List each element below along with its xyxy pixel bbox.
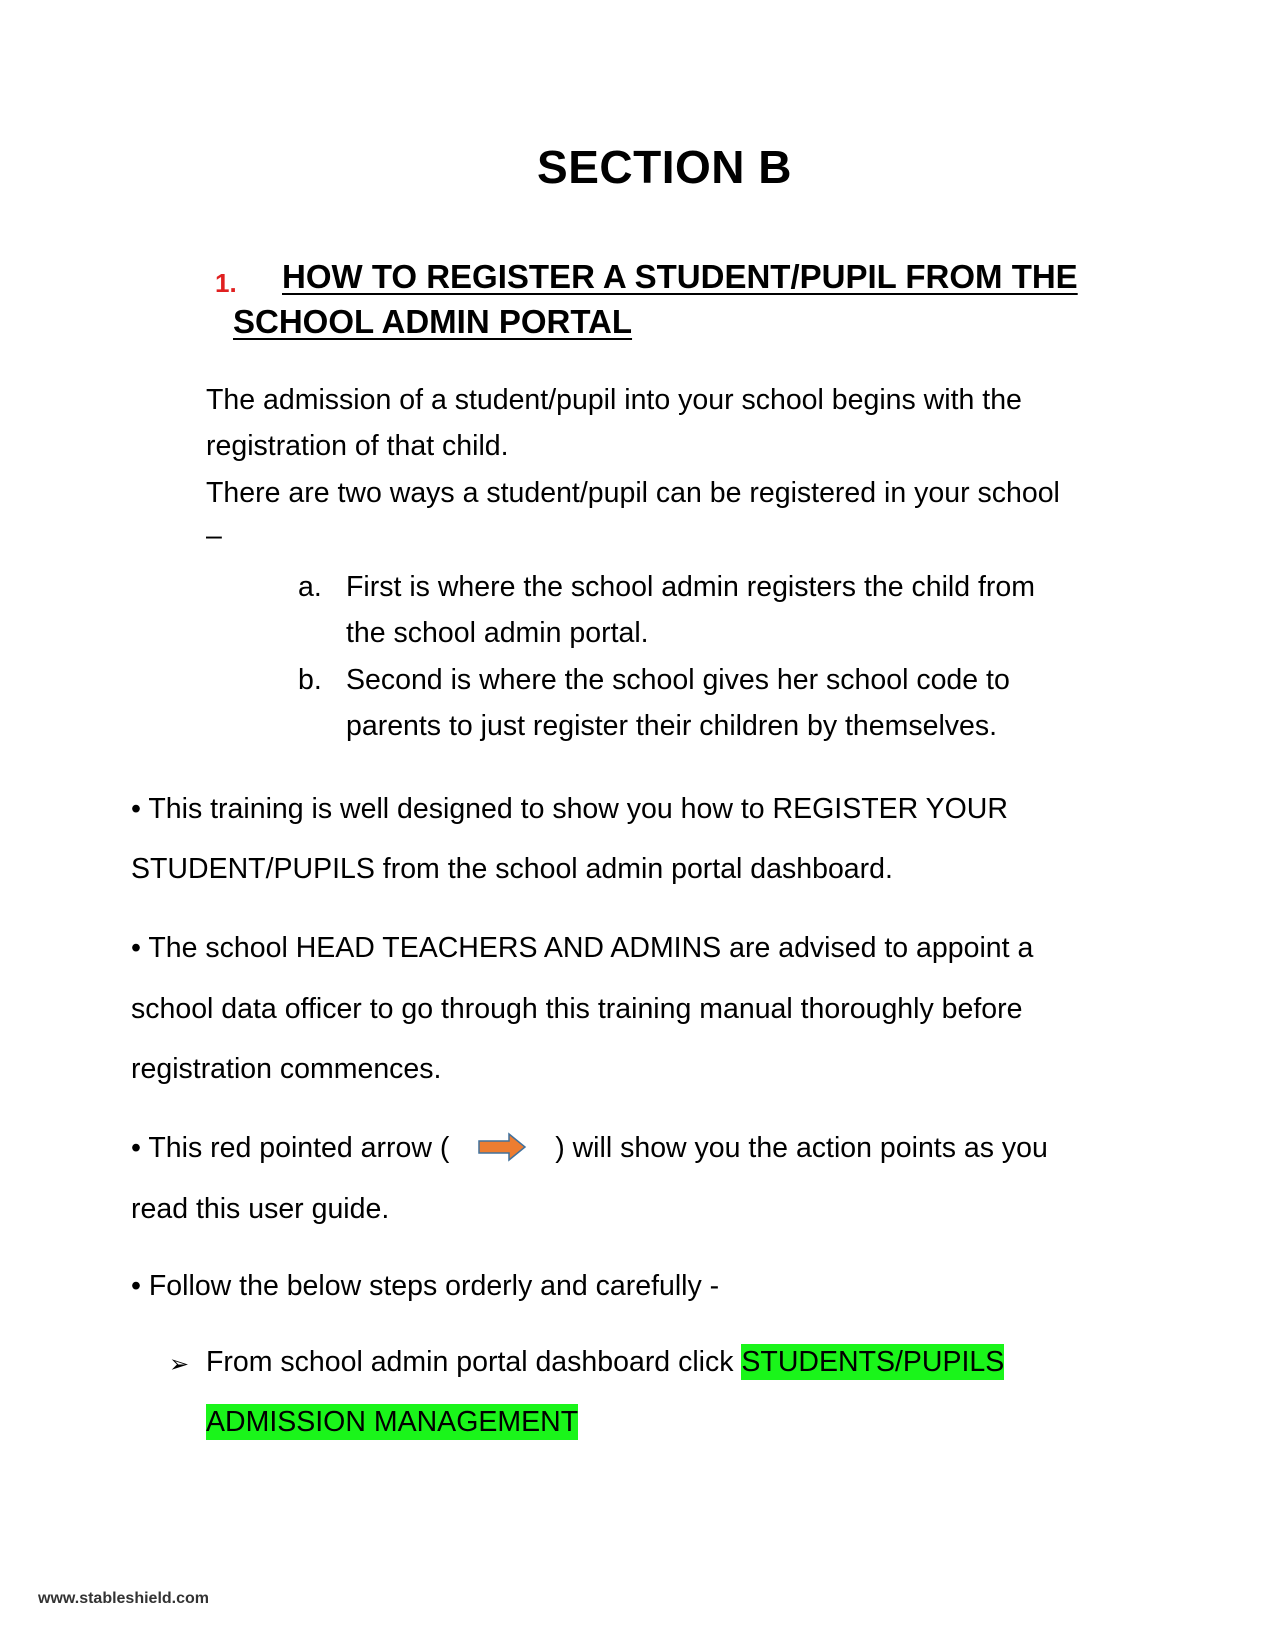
intro-line-4: –: [206, 520, 222, 552]
arrow-bullet-icon: ➢: [169, 1351, 190, 1378]
intro-line-3: There are two ways a student/pupil can be registered in your school: [206, 477, 1060, 509]
heading-line-1: HOW TO REGISTER A STUDENT/PUPIL FROM THE: [282, 258, 1078, 295]
right-arrow-icon: [457, 1132, 547, 1162]
intro-line-1: The admission of a student/pupil into your school begins with the: [206, 384, 1022, 416]
list-item-a-line-1: First is where the school admin registers the child from: [346, 571, 1036, 603]
step-text: From school admin portal dashboard click: [206, 1346, 742, 1378]
list-item-b-line-2: parents to just register their children by themselves.: [346, 710, 998, 742]
step-line-1: [206, 1346, 1004, 1379]
heading-number: 1.: [215, 268, 237, 298]
bullet-2-line-1: • The school HEAD TEACHERS AND ADMINS are advised to appoint a: [131, 932, 1034, 964]
intro-line-2: registration of that child.: [206, 430, 509, 462]
bullet-4-line-1: • Follow the below steps orderly and carefully -: [131, 1270, 720, 1302]
bullet-1-line-2: STUDENT/PUPILS from the school admin portal dashboard.: [131, 853, 893, 885]
bullet-3-text-before: • This red pointed arrow (: [131, 1132, 450, 1164]
bullet-2-line-2: school data officer to go through this training manual thoroughly before: [131, 993, 1023, 1025]
bullet-3-line-1: [131, 1132, 1048, 1165]
step-highlight-2: ADMISSION MANAGEMENT: [206, 1406, 579, 1438]
list-item-a-line-2: the school admin portal.: [346, 617, 649, 649]
footer-url: www.stableshield.com: [38, 1590, 210, 1607]
bullet-2-line-3: registration commences.: [131, 1053, 442, 1085]
step-line-2: [206, 1406, 578, 1439]
list-marker-b: b.: [298, 664, 322, 696]
list-item-b-line-1: Second is where the school gives her school code to: [346, 664, 1010, 696]
bullet-3-text-after: ) will show you the action points as you: [555, 1132, 1048, 1164]
bullet-1-line-1: • This training is well designed to show you how to REGISTER YOUR: [131, 793, 1008, 825]
section-title: SECTION B: [537, 141, 792, 193]
heading-line-2: SCHOOL ADMIN PORTAL: [233, 303, 633, 340]
bullet-3-line-2: read this user guide.: [131, 1193, 390, 1225]
step-highlight-1: STUDENTS/PUPILS: [741, 1346, 1005, 1378]
list-marker-a: a.: [298, 571, 322, 603]
